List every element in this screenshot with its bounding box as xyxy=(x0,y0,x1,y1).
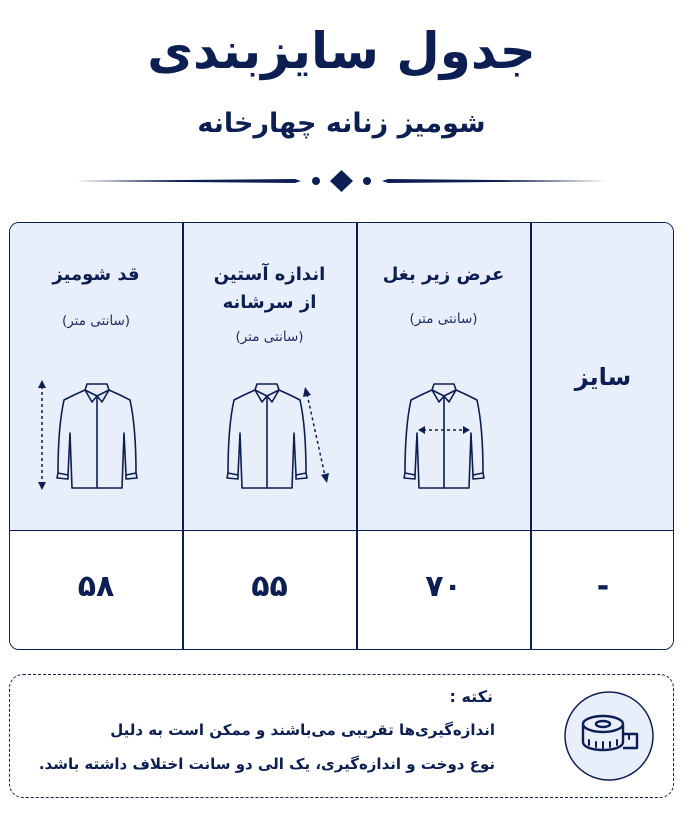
value-cell-size xyxy=(531,531,674,650)
value-cell-sleeve xyxy=(183,531,356,650)
page-title: جدول سایزبندی xyxy=(147,22,536,80)
measuring-tape-icon xyxy=(563,690,655,782)
size-value: - xyxy=(596,569,610,604)
column-header-length xyxy=(10,223,182,530)
shirt-chest-icon xyxy=(379,378,509,493)
table-header-row xyxy=(10,223,673,531)
diamond-divider-icon xyxy=(75,168,608,194)
chest-label: عرض زیر بغل xyxy=(382,264,505,285)
column-header-size xyxy=(531,223,674,530)
sleeve-label xyxy=(183,261,356,317)
page-subtitle: شومیز زنانه چهارخانه xyxy=(197,108,486,139)
shirt-length-icon xyxy=(32,378,162,493)
sleeve-value: ۵۵ xyxy=(251,569,288,604)
length-value: ۵۸ xyxy=(77,569,115,604)
column-header-chest xyxy=(357,223,530,530)
chest-unit: (سانتی متر) xyxy=(409,311,478,327)
sleeve-unit: (سانتی متر) xyxy=(235,329,304,345)
length-label: قد شومیز xyxy=(52,264,140,285)
sleeve-label-line1: اندازه آستین xyxy=(213,264,326,285)
table-value-row xyxy=(10,531,673,650)
shirt-sleeve-icon xyxy=(205,378,340,493)
length-unit: (سانتی متر) xyxy=(61,313,131,329)
note-line-2: نوع دوخت و اندازه‌گیری، یک الی دو سانت اختلاف داشته باشد. xyxy=(38,755,495,773)
size-label: سایز xyxy=(574,363,632,391)
value-cell-length xyxy=(10,531,182,650)
value-cell-chest xyxy=(357,531,530,650)
size-table xyxy=(9,222,674,650)
note-title: نکته : xyxy=(449,687,493,706)
note-line-1: اندازه‌گیری‌ها تقریبی می‌باشند و ممکن است به دلیل xyxy=(110,721,495,739)
chest-value: ۷۰ xyxy=(425,569,462,604)
note-box xyxy=(9,674,674,798)
sleeve-label-line2: از سرشانه xyxy=(222,292,317,313)
column-header-sleeve xyxy=(183,223,356,530)
